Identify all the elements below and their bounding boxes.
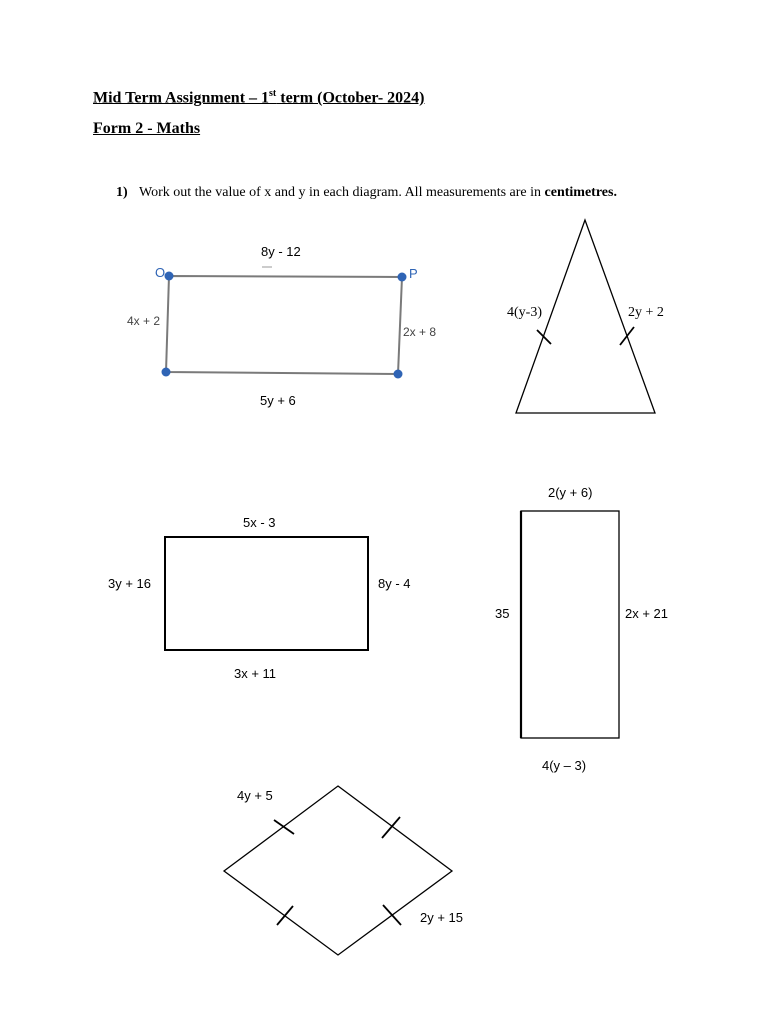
vertex-p-dot — [398, 273, 407, 282]
quadrilateral-diagram — [127, 244, 436, 408]
vertex-o-label: O — [155, 265, 166, 280]
vertex-bottom-right-dot — [394, 370, 403, 379]
rect2-left-label: 35 — [495, 606, 510, 621]
title-rest: term (October- 2024) — [276, 89, 425, 107]
quad-right-label: 2x + 8 — [403, 325, 437, 339]
rect2-top-label: 2(y + 6) — [548, 485, 593, 500]
vertex-o-dot — [165, 272, 174, 281]
triangle-right-label: 2y + 2 — [628, 305, 664, 320]
rhombus-upper-left-label: 4y + 5 — [237, 788, 273, 803]
rect2-right-label: 2x + 21 — [625, 606, 669, 621]
vertex-p-label: P — [409, 266, 418, 281]
rhombus-diagram — [224, 786, 463, 955]
quad-bottom-label: 5y + 6 — [260, 393, 296, 408]
title-main: Mid Term Assignment – 1 — [93, 89, 270, 107]
question-number: 1) — [116, 185, 128, 200]
rectangle-2-shape — [521, 511, 619, 738]
quadrilateral-shape — [166, 276, 402, 374]
rect1-bottom-label: 3x + 11 — [234, 666, 277, 681]
rhombus-lower-right-label: 2y + 15 — [420, 910, 464, 925]
question-emphasis: centimetres. — [544, 185, 617, 200]
rect1-top-label: 5x - 3 — [243, 515, 276, 530]
vertex-bottom-left-dot — [162, 368, 171, 377]
title-superscript: st — [269, 88, 277, 99]
quad-left-label: 4x + 2 — [127, 314, 161, 328]
rectangle-diagram-2 — [495, 485, 668, 773]
rhombus-tick-lower-right — [383, 905, 401, 925]
triangle-left-label: 4(y-3) — [507, 305, 542, 320]
triangle-left-tick — [537, 330, 551, 344]
rect2-bottom-label: 4(y – 3) — [542, 758, 587, 773]
rect1-left-label: 3y + 16 — [108, 576, 152, 591]
triangle-diagram — [507, 220, 664, 413]
triangle-right-tick — [620, 327, 634, 345]
rect1-right-label: 8y - 4 — [378, 576, 411, 591]
rectangle-diagram-1 — [108, 515, 411, 681]
question-body: Work out the value of x and y in each diagram. All measurements are in — [139, 185, 545, 200]
form-subtitle: Form 2 - Maths — [93, 120, 201, 137]
rectangle-1-shape — [165, 537, 368, 650]
quad-top-label: 8y - 12 — [261, 244, 301, 259]
rhombus-shape — [224, 786, 452, 955]
rhombus-tick-lower-left — [277, 906, 293, 925]
